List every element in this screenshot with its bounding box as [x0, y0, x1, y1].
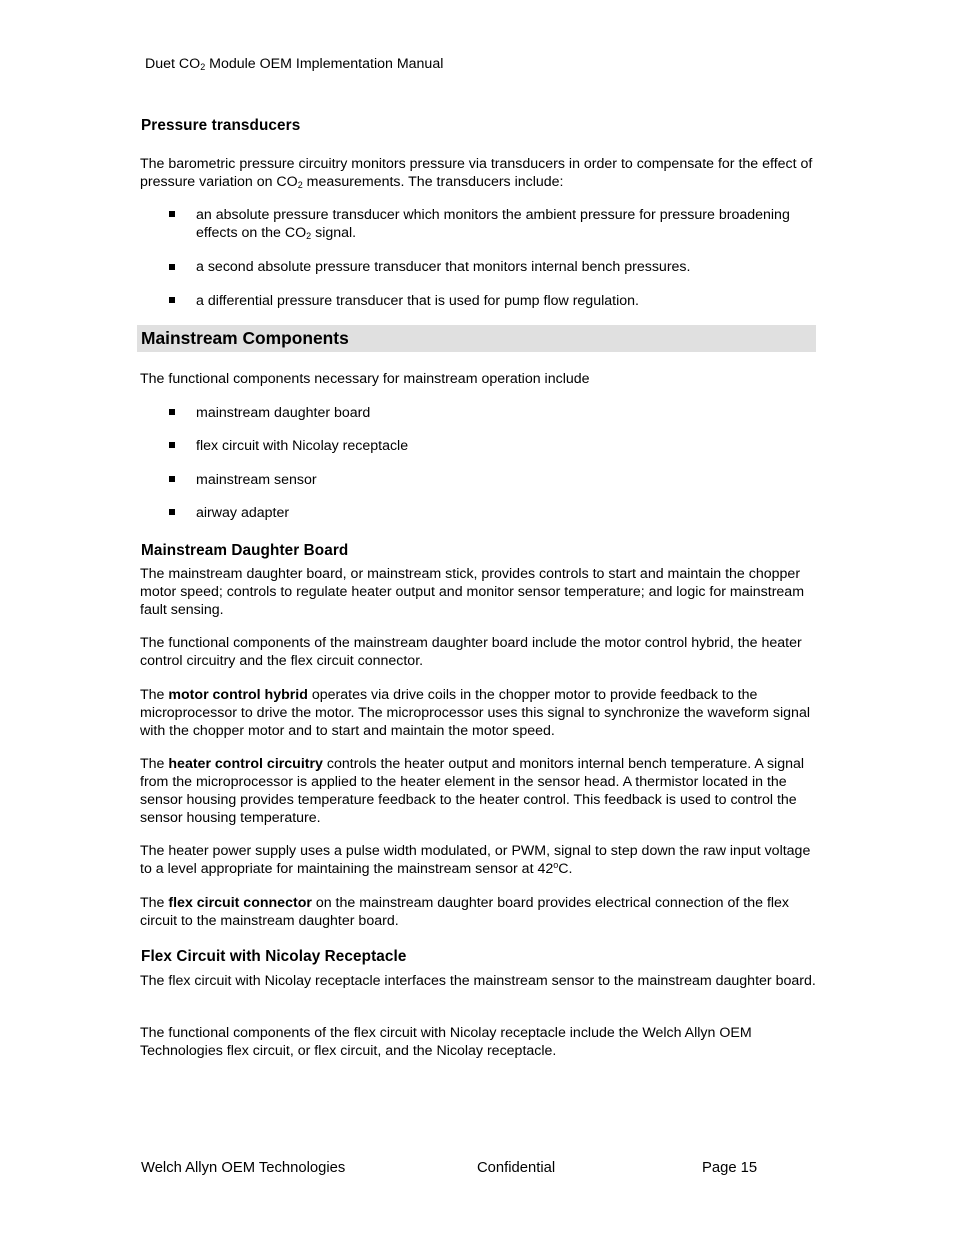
bullet-marker	[169, 476, 175, 482]
list-item: a differential pressure transducer that is used for pump flow regulation.	[196, 293, 639, 309]
bullet-marker	[169, 264, 175, 270]
list-item: mainstream sensor	[196, 472, 317, 488]
bullet-marker	[169, 509, 175, 515]
paragraph: The mainstream daughter board, or mainstream stick, provides controls to start and maintain the chopper motor speed; controls to regulate heater output and monitor sensor temperature; and logic for mainstream fault sensing.	[140, 566, 805, 618]
heading-flex-circuit: Flex Circuit with Nicolay Receptacle	[141, 948, 407, 965]
paragraph: The motor control hybrid operates via drive coils in the chopper motor to provide feedback to the microprocessor to drive the motor. The microprocessor uses this signal to synchronize the waveform signal with the chopper motor and to start and maintain the motor speed.	[140, 687, 810, 739]
list-item: airway adapter	[196, 505, 290, 521]
bullet-marker	[169, 409, 175, 415]
footer-company: Welch Allyn OEM Technologies	[141, 1160, 346, 1176]
footer-confidential: Confidential	[477, 1160, 556, 1176]
paragraph: The heater control circuitry controls the heater output and monitors internal bench temperature. A signal from the microprocessor is applied to the heater element in the sensor head. A thermistor located in the sensor housing provides temperature feedback to the heater control. This feedback is used to control the sensor housing temperature.	[140, 756, 805, 826]
bullet-marker	[169, 211, 175, 217]
heading-mainstream-components: Mainstream Components	[141, 328, 349, 348]
list-item: a second absolute pressure transducer that monitors internal bench pressures.	[196, 259, 691, 275]
heading-pressure-transducers: Pressure transducers	[141, 117, 301, 134]
running-header: Duet $CO_2$ Module OEM Implementation Manual	[145, 56, 444, 72]
pressure-intro: The barometric pressure circuitry monitors pressure via transducers in order to compensate for the effect of pressure variation on $CO_2$ measurements. The transducers include:	[140, 156, 813, 190]
list-item: an absolute pressure transducer which monitors the ambient pressure for pressure broadening effects on the $CO_2$ signal.	[196, 207, 790, 241]
heading-mainstream-daughter-board: Mainstream Daughter Board	[141, 542, 349, 559]
paragraph: The flex circuit with Nicolay receptacle interfaces the mainstream sensor to the mainstream daughter board.	[140, 973, 816, 989]
mainstream-intro: The functional components necessary for mainstream operation include	[140, 371, 590, 387]
footer-page-number: Page 15	[702, 1160, 758, 1176]
paragraph: The functional components of the mainstream daughter board include the motor control hybrid, the heater control circuitry and the flex circuit connector.	[140, 635, 802, 669]
paragraph: The heater power supply uses a pulse width modulated, or PWM, signal to step down the raw input voltage to a level appropriate for maintaining the mainstream sensor at 42$^o$C.	[140, 843, 811, 877]
list-item: mainstream daughter board	[196, 405, 371, 421]
bullet-marker	[169, 297, 175, 303]
paragraph: The functional components of the flex circuit with Nicolay receptacle include the Welch Allyn OEM Technologies flex circuit, or flex circuit, and the Nicolay receptacle.	[140, 1025, 752, 1059]
paragraph: The flex circuit connector on the mainstream daughter board provides electrical connection of the flex circuit to the mainstream daughter board.	[140, 895, 790, 929]
list-item: flex circuit with Nicolay receptacle	[196, 438, 409, 454]
bullet-marker	[169, 442, 175, 448]
